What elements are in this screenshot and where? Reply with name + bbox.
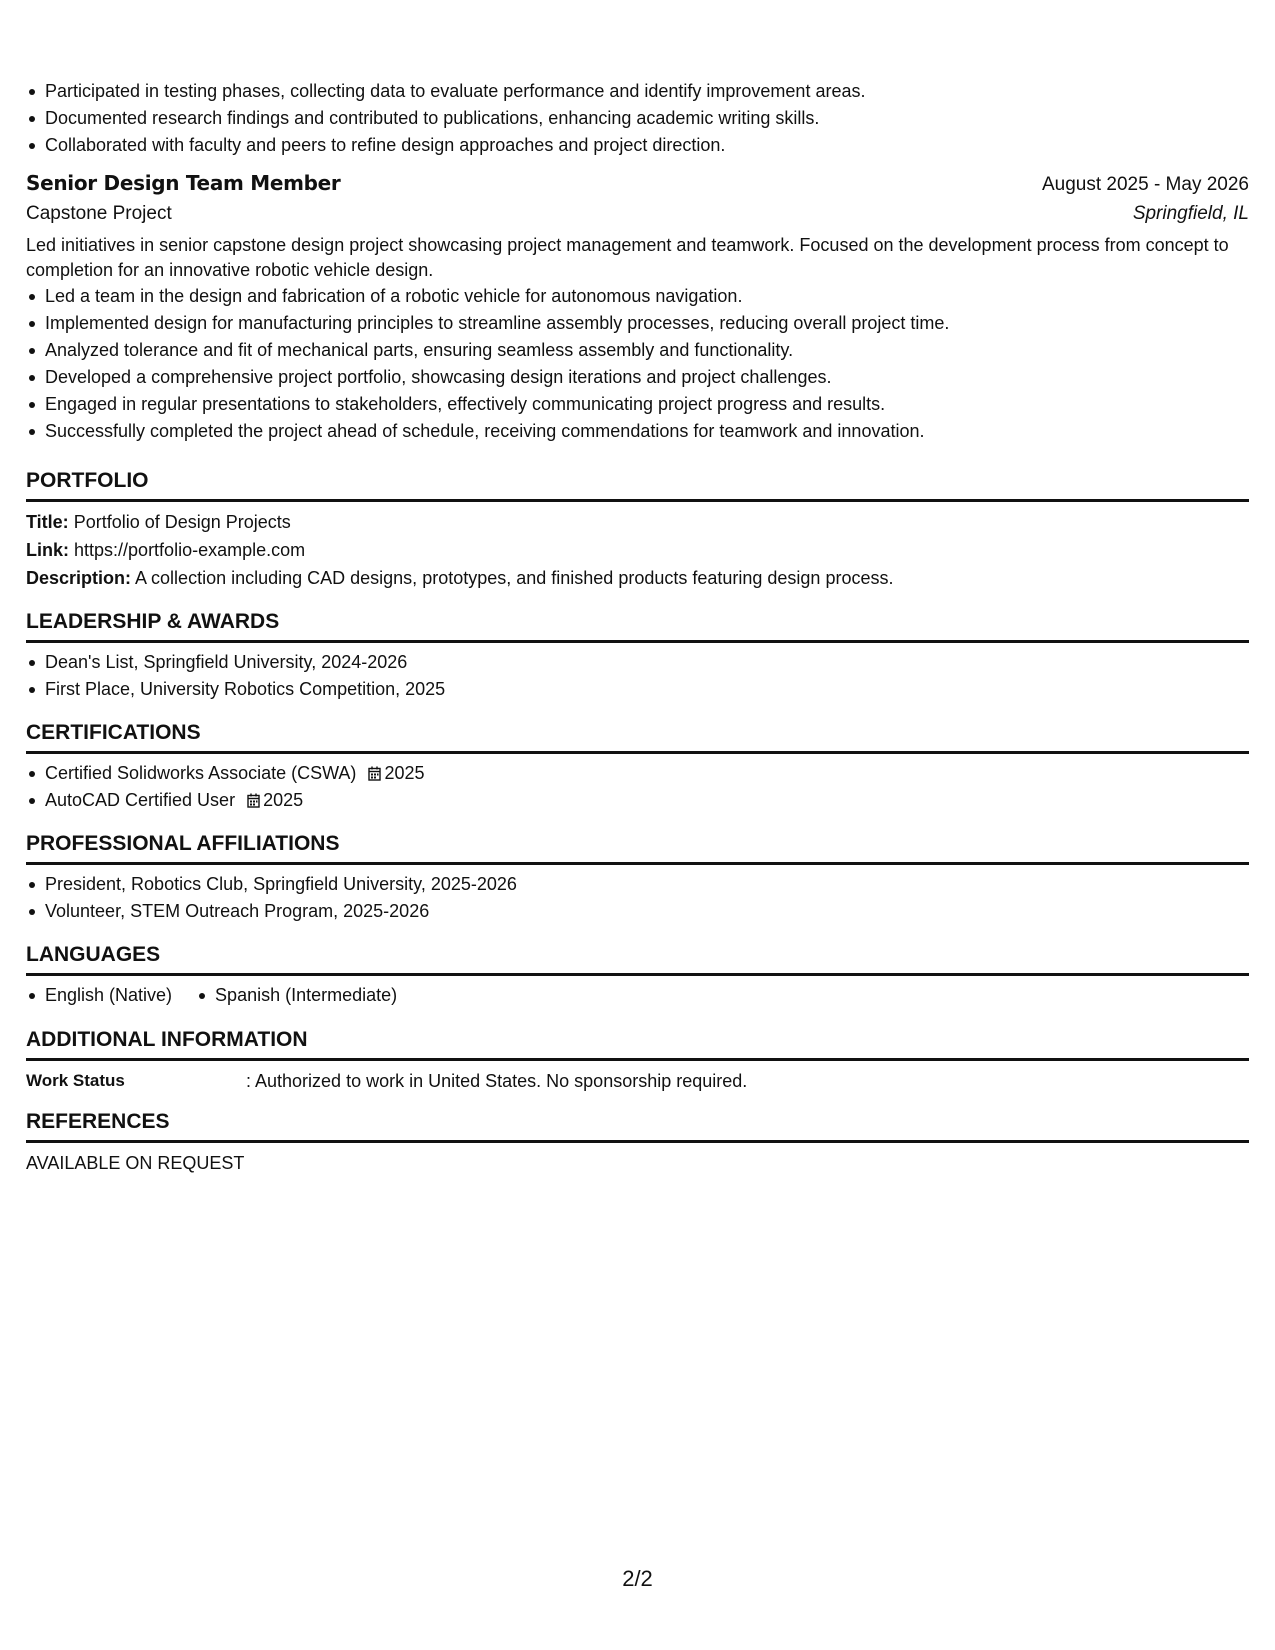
field-value: Portfolio of Design Projects	[73, 512, 291, 532]
languages-list	[26, 982, 1249, 1009]
list-item	[26, 760, 1249, 787]
job-location: Springfield, IL	[1132, 203, 1249, 224]
certification-year: 2025	[263, 790, 304, 810]
job-dates: August 2025 - May 2026	[1041, 174, 1249, 195]
portfolio-section	[26, 468, 1249, 592]
job-bullets	[26, 283, 1249, 445]
field-label: Title:	[26, 512, 69, 532]
portfolio-description	[26, 564, 1249, 592]
list-item: Led a team in the design and fabrication of a robotic vehicle for autonomous navigation.	[26, 283, 1249, 310]
list-item: Documented research findings and contributed to publications, enhancing academic writing skills.	[26, 105, 865, 132]
leadership-list	[26, 649, 1249, 703]
portfolio-link	[26, 536, 1249, 564]
job-organization: Capstone Project	[26, 203, 172, 224]
portfolio-title	[26, 508, 1249, 536]
list-item: Collaborated with faculty and peers to refine design approaches and project direction.	[26, 132, 865, 159]
list-item: Dean's List, Springfield University, 2024-2026	[26, 649, 1249, 676]
list-item	[26, 787, 1249, 814]
leadership-section	[26, 609, 1249, 703]
certification-year: 2025	[384, 763, 425, 783]
list-item: President, Robotics Club, Springfield University, 2025-2026	[26, 871, 1249, 898]
list-item: Engaged in regular presentations to stakeholders, effectively communicating project progress and results.	[26, 391, 1249, 418]
languages-section	[26, 942, 1249, 1009]
list-item: Volunteer, STEM Outreach Program, 2025-2026	[26, 898, 1249, 925]
list-item: Implemented design for manufacturing principles to streamline assembly processes, reducing overall project time.	[26, 310, 1249, 337]
list-item: First Place, University Robotics Competition, 2025	[26, 676, 1249, 703]
list-item: Developed a comprehensive project portfolio, showcasing design iterations and project challenges.	[26, 364, 1249, 391]
section-heading: LEADERSHIP & AWARDS	[26, 609, 1249, 643]
job-header	[26, 171, 1249, 196]
list-item: English (Native)	[26, 982, 172, 1009]
job-subheader	[26, 203, 1249, 225]
section-heading: PORTFOLIO	[26, 468, 1249, 502]
references-text: AVAILABLE ON REQUEST	[26, 1153, 245, 1173]
section-heading: PROFESSIONAL AFFILIATIONS	[26, 831, 1249, 865]
field-value: A collection including CAD designs, prototypes, and finished products featuring design process.	[135, 568, 894, 588]
field-label: Link:	[26, 540, 69, 560]
job-description: Led initiatives in senior capstone design project showcasing project management and teamwork. Focused on the development process from concept to completion for an innovative robotic vehicle design.	[26, 235, 1229, 280]
references-section	[26, 1109, 1249, 1177]
page-number: 2/2	[622, 1566, 653, 1591]
job-title: Senior Design Team Member	[26, 171, 341, 195]
work-status-label: Work Status	[26, 1071, 125, 1090]
work-status-value: : Authorized to work in United States. No sponsorship required.	[246, 1071, 748, 1091]
section-heading: LANGUAGES	[26, 942, 1249, 976]
additional-section	[26, 1027, 1249, 1095]
list-item: Spanish (Intermediate)	[196, 982, 397, 1009]
certification-name: AutoCAD Certified User	[45, 790, 236, 810]
portfolio-link-text[interactable]: https://portfolio-example.com	[74, 540, 306, 560]
research-bullets	[26, 78, 865, 159]
list-item: Analyzed tolerance and fit of mechanical parts, ensuring seamless assembly and functionality.	[26, 337, 1249, 364]
certifications-section	[26, 720, 1249, 814]
work-status-row	[26, 1067, 1249, 1095]
affiliations-list	[26, 871, 1249, 925]
section-heading: CERTIFICATIONS	[26, 720, 1249, 754]
field-label: Description:	[26, 568, 132, 588]
calendar-icon	[368, 766, 381, 781]
list-item: Successfully completed the project ahead of schedule, receiving commendations for teamwork and innovation.	[26, 418, 1249, 445]
certification-name: Certified Solidworks Associate (CSWA)	[45, 763, 357, 783]
calendar-icon	[247, 793, 260, 808]
section-heading: ADDITIONAL INFORMATION	[26, 1027, 1249, 1061]
affiliations-section	[26, 831, 1249, 925]
section-heading: REFERENCES	[26, 1109, 1249, 1143]
list-item: Participated in testing phases, collecting data to evaluate performance and identify improvement areas.	[26, 78, 865, 105]
job-entry	[26, 171, 1249, 445]
certifications-list	[26, 760, 1249, 814]
